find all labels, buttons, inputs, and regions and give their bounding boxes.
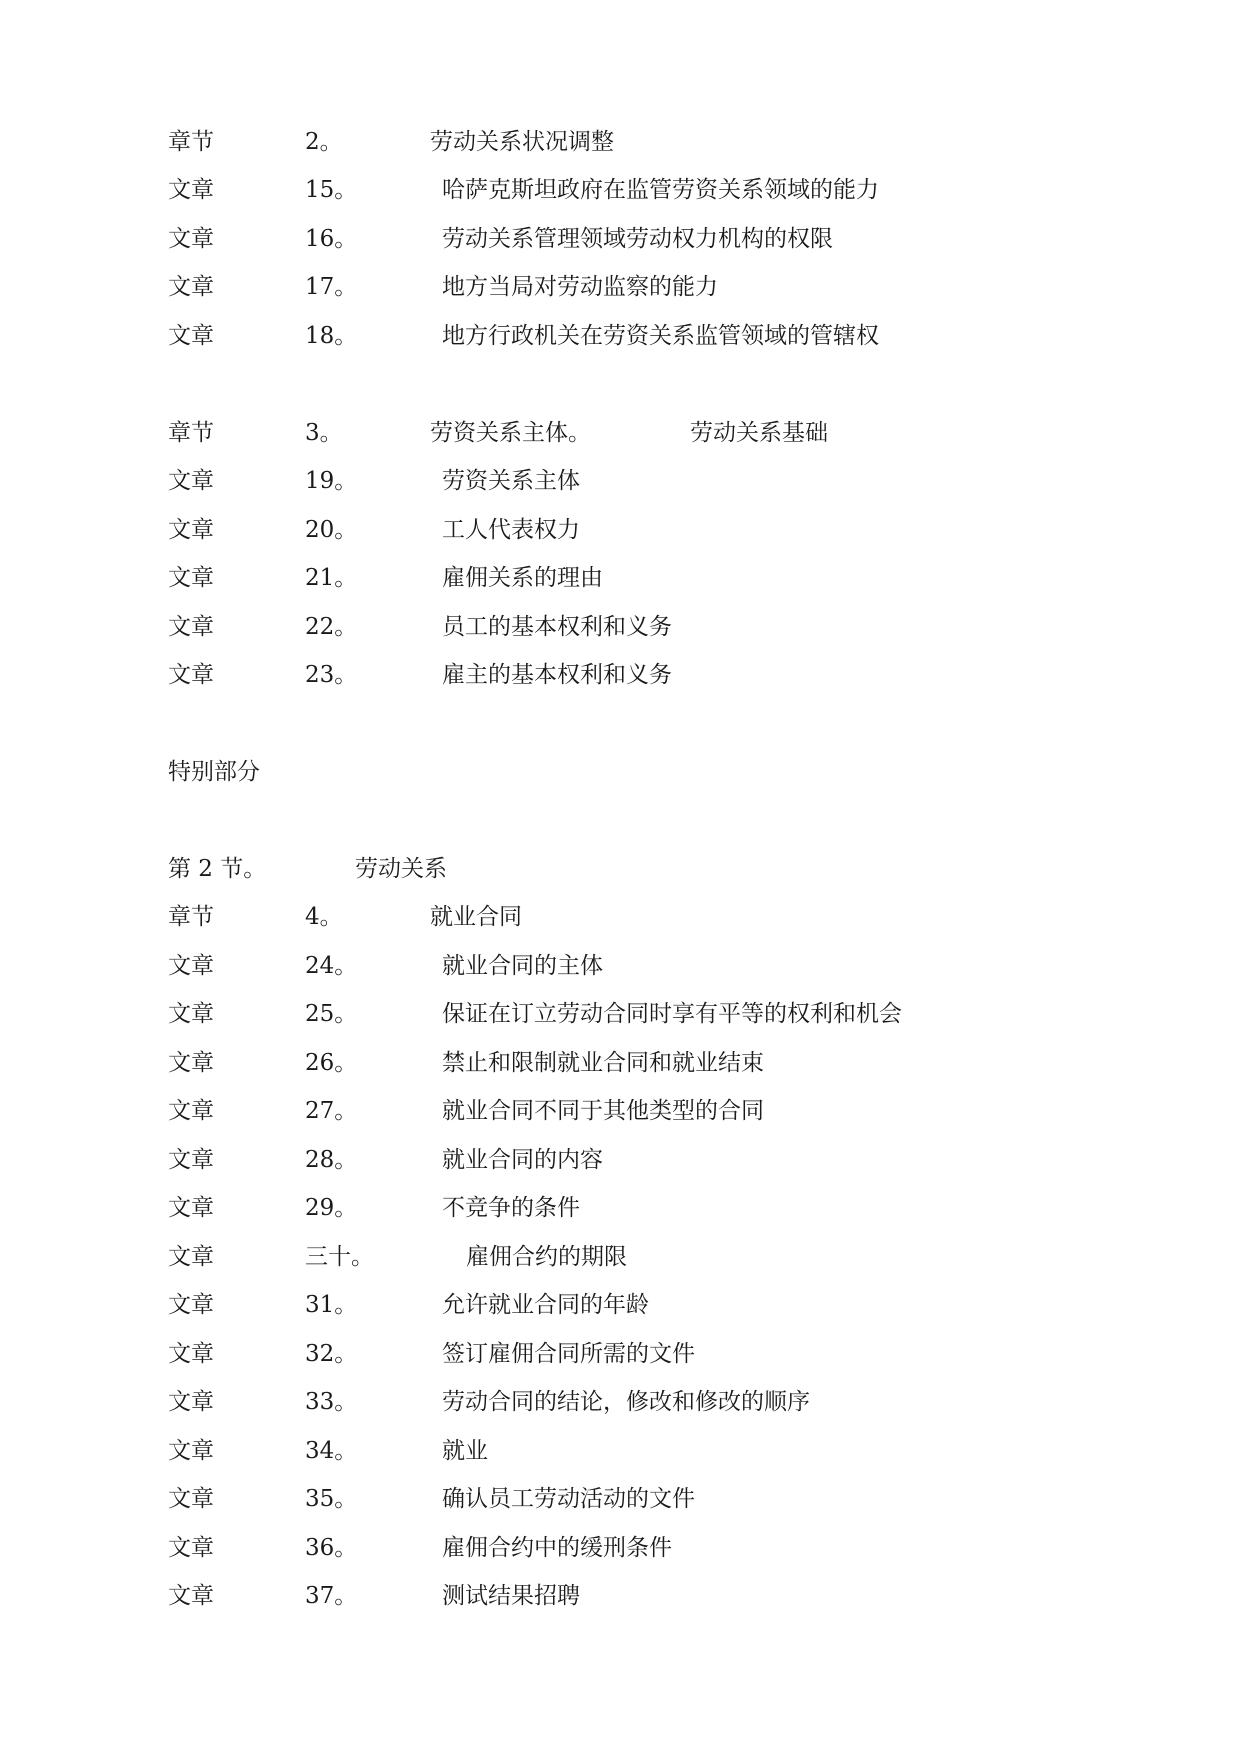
article-title: 劳动关系管理领域劳动权力机构的权限 bbox=[442, 226, 833, 252]
article-row bbox=[0, 994, 1241, 1034]
article-label: 文章 bbox=[168, 517, 214, 543]
article-row bbox=[0, 461, 1241, 501]
article-number: 28。 bbox=[305, 1147, 358, 1173]
article-label: 文章 bbox=[168, 565, 214, 591]
article-number: 27。 bbox=[305, 1098, 358, 1124]
article-title: 允许就业合同的年龄 bbox=[442, 1292, 649, 1318]
article-title: 工人代表权力 bbox=[442, 517, 580, 543]
article-row bbox=[0, 170, 1241, 210]
article-row bbox=[0, 1188, 1241, 1228]
article-number: 23。 bbox=[305, 662, 358, 688]
article-row bbox=[0, 1043, 1241, 1083]
chapter-heading bbox=[0, 413, 1241, 453]
article-number: 21。 bbox=[305, 565, 358, 591]
article-title: 签订雇佣合同所需的文件 bbox=[442, 1341, 695, 1367]
article-label: 文章 bbox=[168, 1389, 214, 1415]
chapter-heading bbox=[0, 897, 1241, 937]
special-part-heading bbox=[0, 752, 1241, 792]
article-label: 文章 bbox=[168, 1438, 214, 1464]
article-label: 文章 bbox=[168, 614, 214, 640]
article-title: 确认员工劳动活动的文件 bbox=[442, 1486, 695, 1512]
article-row bbox=[0, 1382, 1241, 1422]
article-row bbox=[0, 1576, 1241, 1616]
article-number: 26。 bbox=[305, 1050, 358, 1076]
article-number: 31。 bbox=[305, 1292, 358, 1318]
article-label: 文章 bbox=[168, 1341, 214, 1367]
chapter-title-secondary: 劳动关系基础 bbox=[690, 420, 828, 446]
section-label: 第 2 节。 bbox=[168, 856, 267, 882]
article-title: 地方当局对劳动监察的能力 bbox=[442, 274, 718, 300]
article-title: 雇佣关系的理由 bbox=[442, 565, 603, 591]
article-title: 雇佣合约中的缓刑条件 bbox=[442, 1535, 672, 1561]
article-title: 地方行政机关在劳资关系监管领域的管辖权 bbox=[442, 323, 879, 349]
article-title: 劳资关系主体 bbox=[442, 468, 580, 494]
article-number: 33。 bbox=[305, 1389, 358, 1415]
article-label: 文章 bbox=[168, 662, 214, 688]
article-title: 就业合同的内容 bbox=[442, 1147, 603, 1173]
article-row bbox=[0, 1285, 1241, 1325]
article-label: 文章 bbox=[168, 1292, 214, 1318]
section-heading bbox=[0, 849, 1241, 889]
chapter-title: 就业合同 bbox=[430, 904, 522, 930]
article-label: 文章 bbox=[168, 1486, 214, 1512]
article-label: 文章 bbox=[168, 226, 214, 252]
article-number: 25。 bbox=[305, 1001, 358, 1027]
chapter-number: 3。 bbox=[305, 420, 343, 446]
article-label: 文章 bbox=[168, 953, 214, 979]
article-title: 测试结果招聘 bbox=[442, 1583, 580, 1609]
article-title: 保证在订立劳动合同时享有平等的权利和机会 bbox=[442, 1001, 902, 1027]
article-number: 32。 bbox=[305, 1341, 358, 1367]
article-label: 文章 bbox=[168, 1050, 214, 1076]
article-title: 就业合同不同于其他类型的合同 bbox=[442, 1098, 764, 1124]
article-label: 文章 bbox=[168, 323, 214, 349]
article-label: 文章 bbox=[168, 1195, 214, 1221]
article-title: 不竞争的条件 bbox=[442, 1195, 580, 1221]
article-row bbox=[0, 607, 1241, 647]
article-number: 15。 bbox=[305, 177, 358, 203]
article-number: 29。 bbox=[305, 1195, 358, 1221]
article-label: 文章 bbox=[168, 1098, 214, 1124]
article-title: 雇主的基本权利和义务 bbox=[442, 662, 672, 688]
article-row bbox=[0, 510, 1241, 550]
article-number: 18。 bbox=[305, 323, 358, 349]
article-title: 就业合同的主体 bbox=[442, 953, 603, 979]
article-number: 17。 bbox=[305, 274, 358, 300]
article-title: 哈萨克斯坦政府在监管劳资关系领域的能力 bbox=[442, 177, 879, 203]
article-row bbox=[0, 219, 1241, 259]
article-row bbox=[0, 1237, 1241, 1277]
chapter-label: 章节 bbox=[168, 129, 214, 155]
article-row bbox=[0, 267, 1241, 307]
article-row bbox=[0, 655, 1241, 695]
article-label: 文章 bbox=[168, 468, 214, 494]
chapter-title: 劳资关系主体。 bbox=[430, 420, 591, 446]
article-number: 19。 bbox=[305, 468, 358, 494]
article-number: 24。 bbox=[305, 953, 358, 979]
article-row bbox=[0, 1091, 1241, 1131]
article-label: 文章 bbox=[168, 1001, 214, 1027]
article-title: 劳动合同的结论，修改和修改的顺序 bbox=[442, 1389, 810, 1415]
article-row bbox=[0, 1140, 1241, 1180]
article-row bbox=[0, 1479, 1241, 1519]
article-label: 文章 bbox=[168, 1244, 214, 1270]
article-row bbox=[0, 946, 1241, 986]
chapter-number: 4。 bbox=[305, 904, 343, 930]
article-row bbox=[0, 1528, 1241, 1568]
article-row bbox=[0, 558, 1241, 598]
article-label: 文章 bbox=[168, 177, 214, 203]
article-row bbox=[0, 1431, 1241, 1471]
article-label: 文章 bbox=[168, 274, 214, 300]
article-number: 35。 bbox=[305, 1486, 358, 1512]
chapter-label: 章节 bbox=[168, 904, 214, 930]
article-number: 37。 bbox=[305, 1583, 358, 1609]
article-number: 三十。 bbox=[305, 1244, 374, 1270]
article-title: 就业 bbox=[442, 1438, 488, 1464]
article-label: 文章 bbox=[168, 1535, 214, 1561]
chapter-number: 2。 bbox=[305, 129, 343, 155]
chapter-heading bbox=[0, 122, 1241, 162]
article-label: 文章 bbox=[168, 1583, 214, 1609]
article-title: 禁止和限制就业合同和就业结束 bbox=[442, 1050, 764, 1076]
article-row bbox=[0, 1334, 1241, 1374]
article-number: 36。 bbox=[305, 1535, 358, 1561]
chapter-title: 劳动关系状况调整 bbox=[430, 129, 614, 155]
article-number: 22。 bbox=[305, 614, 358, 640]
article-number: 34。 bbox=[305, 1438, 358, 1464]
article-label: 文章 bbox=[168, 1147, 214, 1173]
article-number: 20。 bbox=[305, 517, 358, 543]
article-number: 16。 bbox=[305, 226, 358, 252]
article-title: 员工的基本权利和义务 bbox=[442, 614, 672, 640]
article-title: 雇佣合约的期限 bbox=[466, 1244, 627, 1270]
chapter-label: 章节 bbox=[168, 420, 214, 446]
article-row bbox=[0, 316, 1241, 356]
special-part-label: 特别部分 bbox=[168, 759, 260, 785]
section-title: 劳动关系 bbox=[355, 856, 447, 882]
